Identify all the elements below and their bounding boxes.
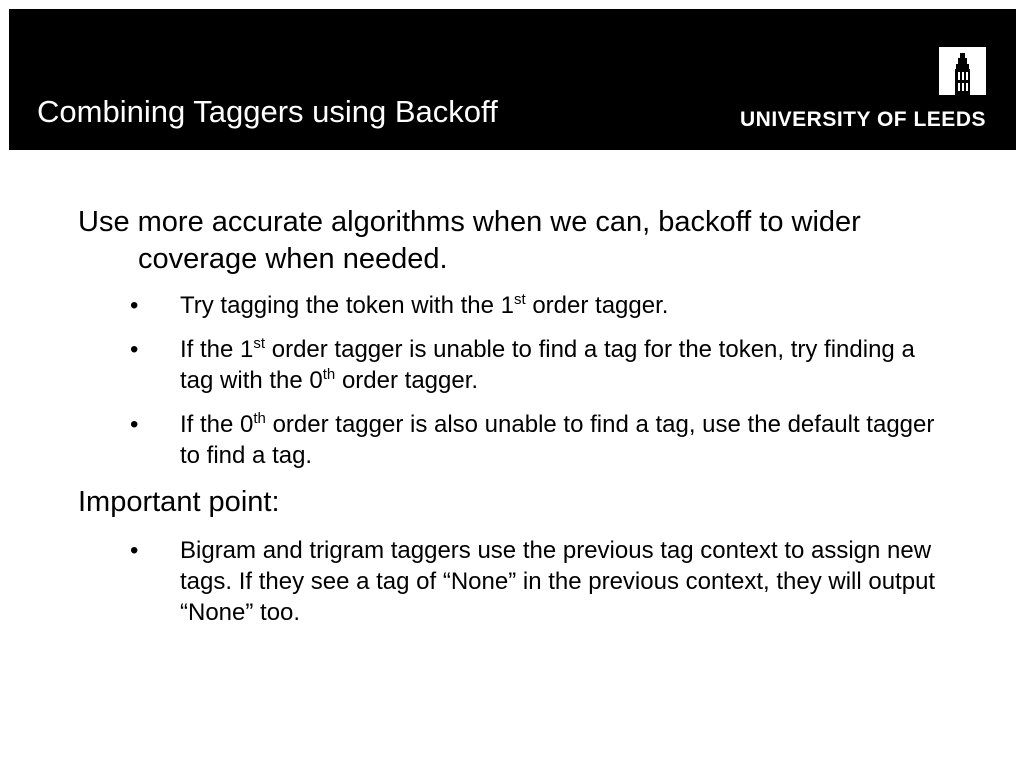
bullet-text: If the 0 [180,411,254,438]
bullet-item [78,290,948,321]
slide-title: Combining Taggers using Backoff [37,94,498,129]
bullet-text: order tagger. [335,367,479,394]
bullet-item [78,409,948,471]
slide-content [78,204,948,641]
bullet-text: order tagger. [525,292,669,319]
ordinal-suffix: th [253,410,266,427]
bullet-text: Bigram and trigram taggers use the previous tag context to assign new tags. If they see a tag of “None” in the previous context, they will output “None” too. [180,537,936,626]
intro-paragraph: Use more accurate algorithms when we can, backoff to wider coverage when needed. [78,206,861,275]
ordinal-suffix: th [322,366,336,383]
header-band [9,9,1016,150]
ordinal-suffix: st [253,335,266,352]
bullet-text: If the 1 [180,336,254,363]
bullet-item [78,535,948,628]
bullet-marker: • [130,336,139,363]
bullet-item [78,334,948,396]
bullet-list-important-point [78,535,948,628]
ordinal-suffix: st [513,291,526,308]
bullet-text: order tagger is also unable to find a tag, use the default tagger to find a tag. [180,411,935,469]
bullet-marker: • [130,537,139,564]
bullet-marker: • [130,411,139,438]
important-point-heading: Important point: [78,486,280,518]
tower-icon [939,47,986,95]
logo-wordmark: UNIVERSITY OF LEEDS [740,108,986,131]
bullet-marker: • [130,292,139,319]
bullet-text: order tagger is unable to find a tag for the token, try finding a tag with the 0 [180,336,915,394]
bullet-text: Try tagging the token with the 1 [180,292,514,319]
bullet-list-backoff-steps [78,290,948,471]
